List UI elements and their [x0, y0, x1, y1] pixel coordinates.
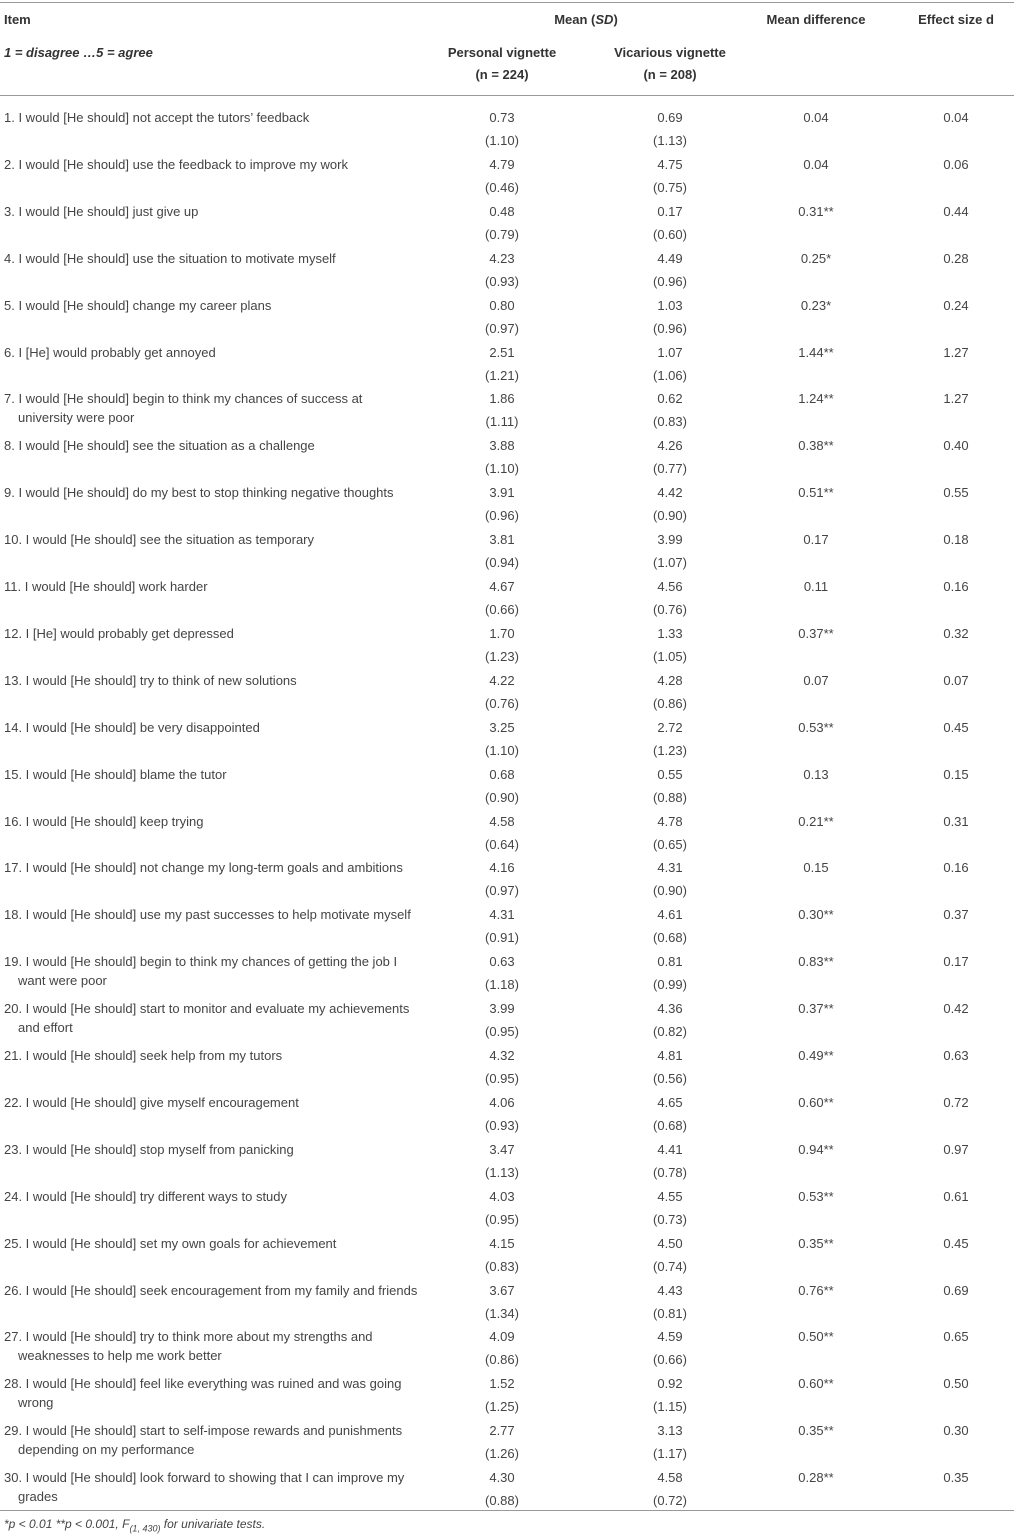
personal-sd: (0.95): [485, 1024, 519, 1040]
footnote-p-text: *p < 0.01 **p < 0.001, F: [4, 1517, 130, 1531]
personal-mean: 3.67: [489, 1282, 515, 1298]
personal-mean: 2.51: [489, 344, 515, 360]
table-row: [0, 946, 1014, 993]
row-item-text: 20. I would [He should] start to monitor and evaluate my achievements: [4, 1001, 410, 1017]
personal-mean: 4.16: [489, 860, 515, 876]
table-row: [0, 1040, 1014, 1087]
table-row: [0, 665, 1014, 712]
table-row: [0, 1134, 1014, 1181]
mean-difference: 0.30**: [798, 907, 834, 923]
footnote-f-sub: (1, 430): [129, 1523, 161, 1534]
mean-difference: 0.51**: [798, 485, 834, 501]
vicarious-sd: (0.77): [653, 461, 687, 477]
mean-difference: 0.11: [803, 579, 829, 594]
vicarious-sd: (0.78): [653, 1164, 687, 1180]
vicarious-sd: (1.13): [653, 133, 687, 148]
vicarious-mean: 4.59: [657, 1329, 683, 1345]
header-personal-label: Personal vignette: [447, 45, 557, 60]
effect-size: 0.17: [943, 954, 969, 970]
vicarious-sd: (0.56): [653, 1071, 687, 1086]
personal-mean: 4.31: [489, 907, 515, 923]
row-item-text: 4. I would [He should] use the situation to motivate myself: [4, 250, 336, 266]
vicarious-sd: (1.15): [653, 1399, 687, 1415]
vicarious-sd: (0.99): [653, 977, 687, 993]
effect-size: 0.04: [943, 110, 969, 125]
row-item-text: 21. I would [He should] seek help from my tutors: [4, 1048, 283, 1063]
mean-difference: 0.83**: [798, 954, 834, 970]
row-item-text: 17. I would [He should] not change my long-term goals and ambitions: [4, 860, 403, 876]
row-item-text-continued: university were poor: [18, 410, 135, 426]
vicarious-sd: (0.68): [653, 1117, 687, 1133]
mean-difference: 1.44**: [798, 344, 834, 360]
effect-size: 0.31: [943, 813, 969, 829]
footnote: [4, 1517, 265, 1533]
effect-size: 0.61: [943, 1188, 969, 1204]
personal-mean: 0.63: [489, 954, 515, 970]
vicarious-sd: (0.96): [653, 320, 687, 336]
personal-sd: (0.93): [485, 1117, 519, 1133]
row-item-text: 28. I would [He should] feel like everything was ruined and was going: [4, 1376, 402, 1392]
table-row: [0, 1087, 1014, 1134]
vicarious-mean: 1.07: [657, 344, 683, 360]
effect-size: 0.32: [943, 625, 969, 641]
vicarious-mean: 1.33: [657, 625, 683, 641]
mean-difference: 0.25*: [800, 250, 832, 266]
table-row: [0, 899, 1014, 946]
footnote-tail: for univariate tests.: [160, 1517, 266, 1531]
header-mean-prefix: Mean (: [554, 12, 596, 27]
header-vicarious: [604, 45, 736, 83]
personal-mean: 4.67: [489, 579, 515, 594]
header-mean-difference: [746, 12, 886, 28]
vicarious-mean: 3.13: [657, 1423, 683, 1439]
vicarious-sd: (0.74): [653, 1258, 687, 1274]
personal-mean: 4.30: [489, 1470, 515, 1486]
vicarious-sd: (0.82): [653, 1024, 687, 1040]
mean-difference: 0.37**: [798, 1001, 834, 1017]
table-row: [0, 1462, 1014, 1509]
effect-size: 0.06: [943, 156, 969, 172]
personal-sd: (0.64): [485, 836, 519, 852]
vicarious-mean: 4.36: [657, 1001, 683, 1017]
table-row: [0, 290, 1014, 337]
header-vicarious-n: (n = 208): [643, 67, 697, 82]
personal-mean: 1.52: [489, 1376, 515, 1392]
vicarious-sd: (0.68): [653, 930, 687, 946]
row-item-text: 8. I would [He should] see the situation as a challenge: [4, 438, 315, 454]
vicarious-mean: 0.55: [657, 766, 683, 782]
personal-sd: (0.91): [485, 930, 519, 946]
effect-size: 1.27: [943, 391, 969, 407]
vicarious-mean: 4.43: [657, 1282, 683, 1298]
vicarious-mean: 4.50: [657, 1235, 683, 1251]
personal-sd: (0.94): [485, 555, 519, 571]
vicarious-sd: (0.76): [653, 602, 687, 617]
mean-difference: 1.24**: [798, 391, 834, 407]
vicarious-mean: 2.72: [657, 719, 683, 735]
row-item-text: 16. I would [He should] keep trying: [4, 813, 204, 829]
personal-mean: 4.23: [489, 250, 515, 266]
personal-sd: (0.79): [485, 226, 519, 242]
mean-difference: 0.60**: [798, 1094, 834, 1110]
row-item-text: 15. I would [He should] blame the tutor: [4, 766, 227, 782]
personal-sd: (1.25): [485, 1399, 519, 1415]
mean-difference: 0.23*: [800, 297, 832, 313]
vicarious-mean: 4.78: [657, 813, 683, 829]
personal-sd: (1.18): [485, 977, 519, 993]
row-item-text: 27. I would [He should] try to think more about my strengths and: [4, 1329, 373, 1345]
effect-size: 0.16: [943, 579, 969, 594]
table-row: [0, 1321, 1014, 1368]
personal-sd: (1.26): [485, 1446, 519, 1462]
header-personal: [442, 45, 562, 83]
mean-difference: 0.38**: [798, 438, 834, 454]
personal-mean: 4.15: [489, 1235, 515, 1251]
vicarious-mean: 4.26: [657, 438, 683, 454]
row-item-text-continued: and effort: [18, 1020, 73, 1036]
personal-sd: (0.97): [485, 320, 519, 336]
effect-size: 0.65: [943, 1329, 969, 1345]
personal-sd: (0.88): [485, 1493, 519, 1509]
header-personal-n: (n = 224): [475, 67, 529, 82]
table-row: [0, 102, 1014, 149]
mean-difference: 0.53**: [798, 1188, 834, 1204]
row-item-text: 13. I would [He should] try to think of new solutions: [4, 672, 297, 688]
personal-mean: 4.79: [489, 156, 515, 172]
mean-difference: 0.50**: [798, 1329, 834, 1345]
mean-difference: 0.35**: [798, 1423, 834, 1439]
effect-size: 0.44: [943, 203, 969, 219]
vicarious-mean: 4.81: [657, 1048, 683, 1063]
effect-size: 0.16: [943, 860, 969, 876]
header-scale: [4, 45, 153, 61]
vicarious-mean: 4.28: [657, 672, 683, 688]
mean-difference: 0.94**: [798, 1141, 834, 1157]
effect-size: 1.27: [943, 344, 969, 360]
row-item-text-continued: depending on my performance: [18, 1442, 195, 1458]
vicarious-sd: (0.83): [653, 414, 687, 430]
mean-difference: 0.49**: [798, 1048, 834, 1063]
effect-size: 0.97: [943, 1141, 969, 1157]
header-vicarious-label: Vicarious vignette: [614, 45, 726, 60]
vicarious-sd: (0.65): [653, 836, 687, 852]
row-item-text: 7. I would [He should] begin to think my chances of success at: [4, 391, 363, 407]
personal-mean: 3.99: [489, 1001, 515, 1017]
personal-sd: (0.93): [485, 273, 519, 289]
vicarious-mean: 4.55: [657, 1188, 683, 1204]
mean-difference: 0.60**: [798, 1376, 834, 1392]
table-row: [0, 618, 1014, 665]
row-item-text-continued: wrong: [18, 1395, 54, 1411]
vicarious-mean: 4.58: [657, 1470, 683, 1486]
effect-size: 0.18: [943, 532, 969, 548]
top-rule: [0, 2, 1014, 3]
vicarious-sd: (1.06): [653, 367, 687, 383]
personal-mean: 2.77: [489, 1423, 515, 1439]
vicarious-mean: 4.42: [657, 485, 683, 501]
personal-mean: 4.22: [489, 672, 515, 688]
table-row: [0, 712, 1014, 759]
vicarious-sd: (0.60): [653, 226, 687, 242]
vicarious-sd: (0.75): [653, 179, 687, 195]
row-item-text-continued: grades: [18, 1489, 58, 1505]
vicarious-mean: 0.17: [657, 203, 683, 219]
mean-difference: 0.53**: [798, 719, 834, 735]
personal-mean: 1.86: [489, 391, 515, 407]
row-item-text: 1. I would [He should] not accept the tutors’ feedback: [4, 110, 310, 125]
header-item: [4, 12, 31, 28]
personal-sd: (1.11): [485, 414, 519, 430]
row-item-text: 30. I would [He should] look forward to showing that I can improve my: [4, 1470, 405, 1486]
vicarious-mean: 4.31: [657, 860, 683, 876]
vicarious-sd: (0.90): [653, 883, 687, 899]
personal-mean: 4.03: [489, 1188, 515, 1204]
vicarious-sd: (0.66): [653, 1352, 687, 1368]
table-row: [0, 477, 1014, 524]
table-row: [0, 383, 1014, 430]
row-item-text: 23. I would [He should] stop myself from panicking: [4, 1141, 294, 1157]
effect-size: 0.42: [943, 1001, 969, 1017]
row-item-text: 22. I would [He should] give myself encouragement: [4, 1094, 299, 1110]
row-item-text: 26. I would [He should] seek encouragement from my family and friends: [4, 1282, 418, 1298]
personal-sd: (0.76): [485, 695, 519, 711]
effect-size: 0.69: [943, 1282, 969, 1298]
personal-mean: 3.81: [489, 532, 515, 548]
row-item-text: 10. I would [He should] see the situation as temporary: [4, 532, 315, 548]
table-row: [0, 1275, 1014, 1322]
vicarious-sd: (0.88): [653, 789, 687, 805]
row-item-text-continued: want were poor: [18, 973, 107, 989]
vicarious-sd: (1.17): [653, 1446, 687, 1462]
header-mean-suffix: ): [613, 12, 618, 27]
personal-sd: (1.23): [485, 648, 519, 664]
effect-size: 0.55: [943, 485, 969, 501]
row-item-text: 5. I would [He should] change my career plans: [4, 297, 272, 313]
personal-sd: (1.10): [485, 461, 519, 477]
table-row: [0, 337, 1014, 384]
effect-size: 0.37: [943, 907, 969, 923]
personal-sd: (0.86): [485, 1352, 519, 1368]
personal-sd: (1.10): [485, 133, 519, 148]
effect-size: 0.50: [943, 1376, 969, 1392]
row-item-text: 24. I would [He should] try different ways to study: [4, 1188, 288, 1204]
personal-mean: 4.06: [489, 1094, 515, 1110]
row-item-text: 29. I would [He should] start to self-impose rewards and punishments: [4, 1423, 403, 1439]
personal-sd: (0.96): [485, 508, 519, 524]
personal-sd: (0.95): [485, 1211, 519, 1227]
row-item-text: 9. I would [He should] do my best to stop thinking negative thoughts: [4, 485, 394, 501]
personal-mean: 1.70: [489, 625, 515, 641]
header-scale-label: 1 = disagree …5 = agree: [4, 45, 153, 60]
effect-size: 0.15: [943, 766, 969, 782]
vicarious-sd: (0.86): [653, 695, 687, 711]
table-row: [0, 1228, 1014, 1275]
effect-size: 0.45: [943, 719, 969, 735]
mean-difference: 0.21**: [798, 813, 834, 829]
row-item-text: 19. I would [He should] begin to think my chances of getting the job I: [4, 954, 398, 970]
effect-size: 0.30: [943, 1423, 969, 1439]
personal-mean: 4.58: [489, 813, 515, 829]
table-row: [0, 571, 1014, 618]
mean-difference: 0.28**: [798, 1470, 834, 1486]
header-mean: [452, 12, 720, 28]
vicarious-sd: (1.05): [653, 648, 687, 664]
personal-sd: (1.21): [485, 367, 519, 383]
mean-difference: 0.07: [803, 672, 829, 688]
vicarious-sd: (0.90): [653, 508, 687, 524]
row-item-text: 6. I [He] would probably get annoyed: [4, 344, 216, 360]
row-item-text: 3. I would [He should] just give up: [4, 203, 199, 219]
mean-difference: 0.15: [803, 860, 829, 876]
personal-sd: (1.13): [485, 1164, 519, 1180]
vicarious-sd: (0.73): [653, 1211, 687, 1227]
vicarious-sd: (0.96): [653, 273, 687, 289]
personal-sd: (0.66): [485, 602, 519, 617]
vicarious-mean: 3.99: [657, 532, 683, 548]
row-item-text: 12. I [He] would probably get depressed: [4, 625, 234, 641]
vicarious-mean: 1.03: [657, 297, 683, 313]
vicarious-mean: 0.62: [657, 391, 683, 407]
table-row: [0, 149, 1014, 196]
personal-sd: (0.90): [485, 789, 519, 805]
table-row: [0, 430, 1014, 477]
effect-size: 0.24: [943, 297, 969, 313]
header-effect-size: [896, 12, 1016, 28]
vicarious-mean: 0.92: [657, 1376, 683, 1392]
table-row: [0, 993, 1014, 1040]
vicarious-mean: 4.75: [657, 156, 683, 172]
personal-mean: 3.25: [489, 719, 515, 735]
effect-size: 0.45: [943, 1235, 969, 1251]
personal-mean: 0.73: [489, 110, 515, 125]
vicarious-sd: (1.23): [653, 742, 687, 758]
vicarious-mean: 4.61: [657, 907, 683, 923]
table-row: [0, 1368, 1014, 1415]
personal-mean: 0.80: [489, 297, 515, 313]
personal-sd: (1.34): [485, 1305, 519, 1321]
effect-size: 0.40: [943, 438, 969, 454]
header-mean-difference-label: Mean difference: [766, 12, 866, 27]
vicarious-sd: (0.81): [653, 1305, 687, 1321]
mean-difference: 0.04: [803, 110, 829, 125]
personal-mean: 4.09: [489, 1329, 515, 1345]
vicarious-sd: (1.07): [653, 555, 687, 571]
table-row: [0, 852, 1014, 899]
table-row: [0, 1415, 1014, 1462]
row-item-text: 25. I would [He should] set my own goals for achievement: [4, 1235, 337, 1251]
header-mean-sd: SD: [595, 12, 614, 27]
vicarious-mean: 0.69: [657, 110, 683, 125]
effect-size: 0.72: [943, 1094, 969, 1110]
personal-sd: (1.10): [485, 742, 519, 758]
personal-mean: 0.48: [489, 203, 515, 219]
personal-mean: 0.68: [489, 766, 515, 782]
personal-mean: 3.91: [489, 485, 515, 501]
table-row: [0, 524, 1014, 571]
header-effect-size-label: Effect size d: [918, 12, 994, 27]
row-item-text: 2. I would [He should] use the feedback to improve my work: [4, 156, 348, 172]
personal-mean: 4.32: [489, 1048, 515, 1063]
personal-sd: (0.97): [485, 883, 519, 899]
effect-size: 0.07: [943, 672, 969, 688]
vicarious-mean: 4.49: [657, 250, 683, 266]
mean-difference: 0.35**: [798, 1235, 834, 1251]
personal-mean: 3.47: [489, 1141, 515, 1157]
row-item-text-continued: weaknesses to help me work better: [18, 1348, 222, 1364]
personal-mean: 3.88: [489, 438, 515, 454]
vicarious-mean: 0.81: [657, 954, 683, 970]
vicarious-mean: 4.65: [657, 1094, 683, 1110]
mean-difference: 0.13: [803, 766, 829, 782]
personal-sd: (0.83): [485, 1258, 519, 1274]
header-rule: [0, 95, 1014, 96]
vicarious-mean: 4.41: [657, 1141, 683, 1157]
mean-difference: 0.37**: [798, 625, 834, 641]
row-item-text: 18. I would [He should] use my past successes to help motivate myself: [4, 907, 411, 923]
effect-size: 0.28: [943, 250, 969, 266]
header-item-label: Item: [4, 12, 31, 27]
row-item-text: 14. I would [He should] be very disappointed: [4, 719, 260, 735]
table-row: [0, 806, 1014, 853]
table-row: [0, 1181, 1014, 1228]
vicarious-mean: 4.56: [657, 579, 683, 594]
mean-difference: 0.17: [803, 532, 829, 548]
effect-size: 0.35: [943, 1470, 969, 1486]
personal-sd: (0.95): [485, 1071, 519, 1086]
table-row: [0, 196, 1014, 243]
mean-difference: 0.04: [803, 156, 829, 172]
bottom-rule: [0, 1510, 1014, 1511]
effect-size: 0.63: [943, 1048, 969, 1063]
personal-sd: (0.46): [485, 179, 519, 195]
table-row: [0, 759, 1014, 806]
table-row: [0, 243, 1014, 290]
row-item-text: 11. I would [He should] work harder: [4, 579, 208, 594]
vicarious-sd: (0.72): [653, 1493, 687, 1509]
mean-difference: 0.31**: [798, 203, 834, 219]
mean-difference: 0.76**: [798, 1282, 834, 1298]
